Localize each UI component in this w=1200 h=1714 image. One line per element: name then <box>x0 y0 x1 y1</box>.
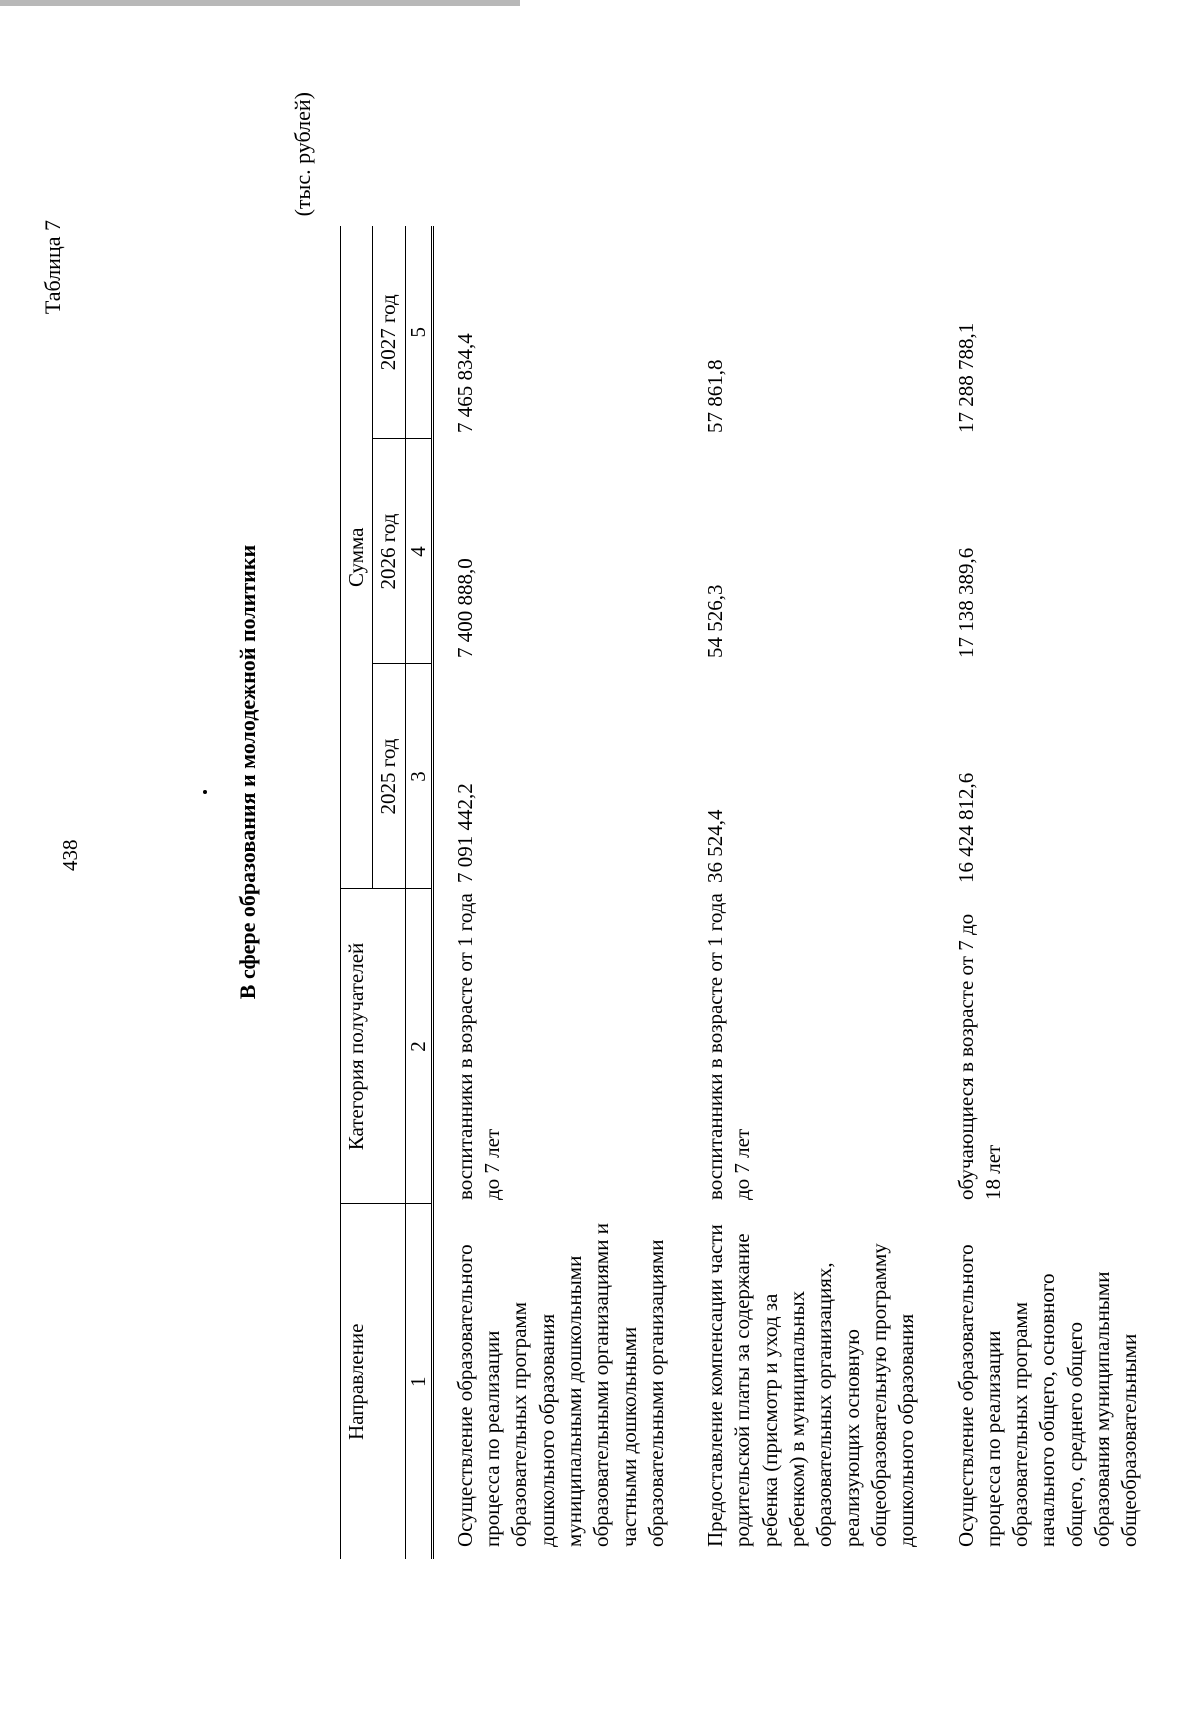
header-sum: Сумма <box>341 226 373 889</box>
table-caption: Таблица 7 <box>40 220 65 315</box>
row-direction: Предоставление компенсации части родительской платы за содержание ребенка (присмотр и уход за ребенком) в муниципальных образовательных организациях, реализующих основную общеобразовательную программу дошкольного образования <box>703 1224 919 1547</box>
row-recipients: воспитанники в возрасте от 1 года до 7 лет <box>703 893 755 1200</box>
section-title: В сфере образования и молодежной политики <box>235 544 260 1000</box>
row-recipients: воспитанники в возрасте от 1 года до 7 лет <box>452 893 505 1200</box>
budget-table <box>340 226 1158 1559</box>
header-year-2025: 2025 год <box>373 664 405 889</box>
table-row <box>432 226 684 1559</box>
page-number: 438 <box>58 839 82 871</box>
col-number-4: 4 <box>405 439 432 664</box>
row-recipients: обучающиеся в возрасте от 7 до 18 лет <box>953 913 1005 1200</box>
row-value-2025: 36 524,4 <box>703 809 728 883</box>
row-value-2027: 57 861,8 <box>703 359 728 433</box>
row-direction: Осуществление образовательного процесса по реализации образовательных программ начального общего, основного общего, среднего общего образования муниципальными общеобразовательными <box>953 1244 1142 1547</box>
header-row <box>341 226 373 1559</box>
units-label: (тыс. рублей) <box>290 92 315 217</box>
col-number-2: 2 <box>405 889 432 1204</box>
row-direction: Осуществление образовательного процесса по реализации образовательных программ дошкольного образования муниципальными дошкольными образовательными организациями и частными дошкольными образовательными организациями <box>452 1223 668 1547</box>
column-numbers-row <box>405 226 432 1559</box>
row-value-2026: 7 400 888,0 <box>452 558 477 658</box>
row-value-2027: 7 465 834,4 <box>452 333 477 433</box>
col-number-1: 1 <box>405 1204 432 1559</box>
header-recipients: Категория получателей <box>341 889 406 1204</box>
header-year-2026: 2026 год <box>373 439 405 664</box>
row-value-2025: 7 091 442,2 <box>452 783 477 883</box>
row-value-2026: 17 138 389,6 <box>953 547 978 658</box>
table-row <box>935 226 1158 1559</box>
row-value-2025: 16 424 812,6 <box>953 772 978 883</box>
table-row <box>684 226 934 1559</box>
col-number-3: 3 <box>405 664 432 889</box>
row-value-2027: 17 288 788,1 <box>953 322 978 433</box>
col-number-5: 5 <box>405 226 432 439</box>
row-value-2026: 54 526,3 <box>703 584 728 658</box>
header-year-2027: 2027 год <box>373 226 405 439</box>
header-direction: Направление <box>341 1204 406 1559</box>
